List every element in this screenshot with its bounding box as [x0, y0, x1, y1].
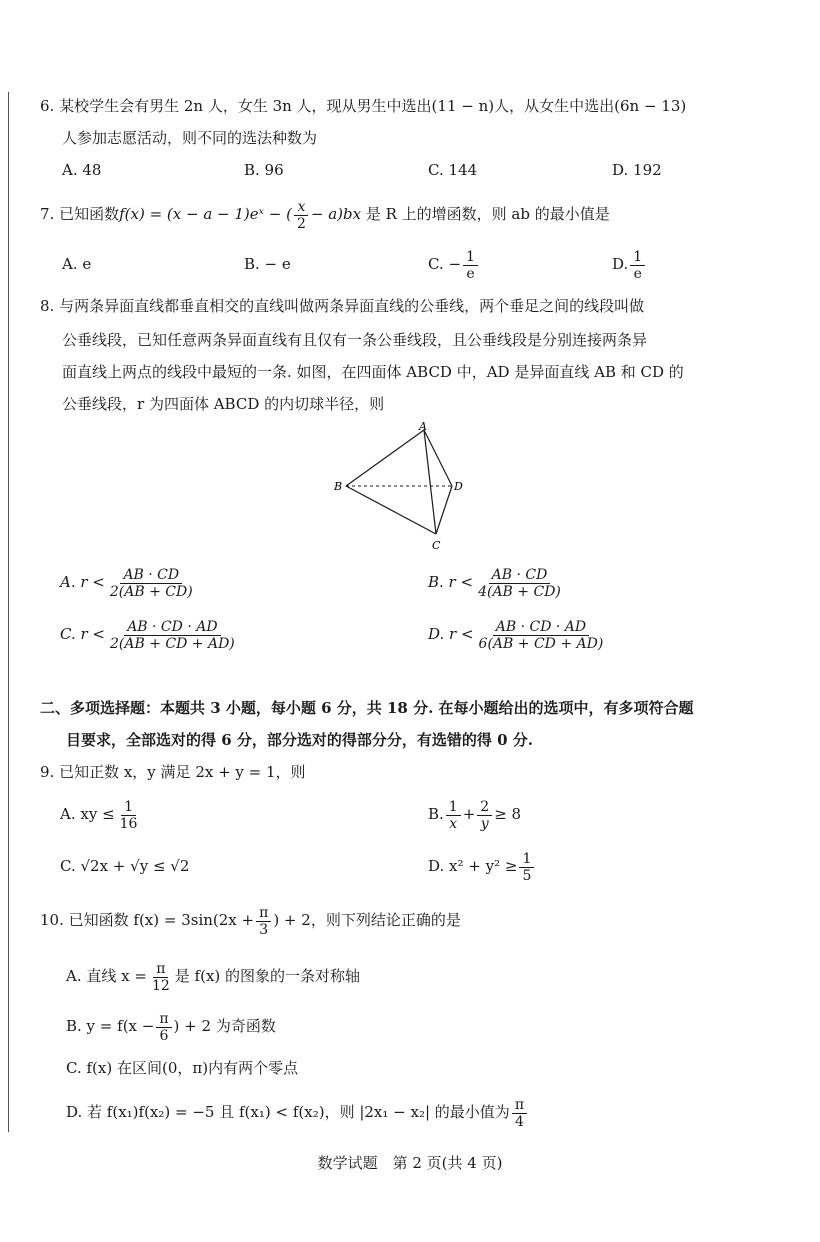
q8-option-a-label: A. r <: [60, 573, 105, 591]
q7-frac-num: x: [294, 199, 308, 216]
q9-option-d-label: D. x² + y² ≥: [428, 857, 518, 875]
q8-option-c: [60, 614, 240, 654]
q8-option-b-fraction: [475, 567, 564, 600]
q9-b-den2: y: [480, 815, 489, 832]
q7-formula-end: − a)bx: [310, 205, 362, 223]
q10-option-b-fraction: [156, 1011, 171, 1044]
q8-option-a-fraction: [107, 567, 196, 600]
q8-option-d-fraction: [476, 619, 607, 652]
q10-a-den: 12: [151, 977, 170, 994]
section2-heading-line1: 二、多项选择题：本题共 3 小题，每小题 6 分，共 18 分. 在每小题给出的选项中，有多项符合题: [40, 699, 694, 717]
q9-a-num: 1: [121, 799, 136, 816]
vertex-d-label: D: [454, 480, 463, 493]
q8-option-d: [428, 614, 608, 654]
vertex-a-label: A: [419, 420, 427, 433]
q6-option-b: B. 96: [244, 161, 284, 179]
q8-a-num: AB · CD: [120, 567, 182, 584]
q10-option-c: C. f(x) 在区间(0，π)内有两个零点: [66, 1059, 299, 1077]
q10-option-d-fraction: [512, 1097, 527, 1130]
q9-option-a-label: A. xy ≤: [60, 805, 115, 823]
q6-stem-line1: 6. 某校学生会有男生 2n 人，女生 3n 人，现从男生中选出(11 − n)人，从女生中选出(6n − 13): [40, 97, 687, 115]
q7-option-d-label: D.: [612, 255, 629, 273]
q7-frac-den: 2: [296, 215, 306, 232]
q10-option-a-fraction: [149, 961, 173, 994]
q9-stem: 9. 已知正数 x，y 满足 2x + y = 1，则: [40, 763, 306, 781]
q8-b-num: AB · CD: [489, 567, 551, 584]
q7-option-c: [428, 244, 480, 284]
q8-option-a: [60, 562, 198, 602]
q8-c-den: 2(AB + CD + AD): [110, 635, 235, 652]
q8-stem-line1: 8. 与两条异面直线都垂直相交的直线叫做两条异面直线的公垂线，两个垂足之间的线段叫做: [40, 297, 645, 315]
q6-option-a: A. 48: [62, 161, 102, 179]
q7-stem: [40, 194, 610, 234]
vertex-c-label: C: [432, 539, 441, 552]
q10-stem: [40, 900, 461, 940]
edge-cd: [436, 486, 452, 534]
q10-stem-prefix: 10. 已知函数 f(x) = 3sin(2x +: [40, 911, 255, 929]
q10-option-b: [66, 1006, 276, 1046]
q10-a-num: π: [153, 961, 168, 978]
q9-option-d: [428, 846, 536, 886]
q7-d-den: e: [633, 265, 642, 282]
edge-ab: [346, 430, 424, 486]
q10-stem-num: π: [256, 905, 271, 922]
q10-option-b-tail: ) + 2 为奇函数: [173, 1017, 276, 1035]
q7-stem-suffix: 是 R 上的增函数，则 ab 的最小值是: [361, 205, 610, 223]
q7-option-c-label: C. −: [428, 255, 462, 273]
left-margin-line: [8, 92, 9, 1132]
q8-a-den: 2(AB + CD): [109, 583, 193, 600]
q6-option-c: C. 144: [428, 161, 478, 179]
q6-option-d: D. 192: [612, 161, 662, 179]
q9-b-num2: 2: [477, 799, 492, 816]
q9-b-fraction1: [446, 799, 461, 832]
q7-option-c-fraction: [463, 249, 478, 282]
q9-option-d-fraction: [519, 851, 534, 884]
q7-c-den: e: [466, 265, 475, 282]
q10-d-den: 4: [514, 1113, 524, 1130]
q8-d-den: 6(AB + CD + AD): [478, 635, 604, 652]
edge-bc: [346, 486, 436, 534]
section2-heading-line2: 目要求，全部选对的得 6 分，部分选对的得部分分，有选错的得 0 分.: [66, 731, 533, 749]
q9-b-fraction2: [477, 799, 492, 832]
q10-stem-suffix: ) + 2，则下列结论正确的是: [273, 911, 461, 929]
q7-c-num: 1: [463, 249, 478, 266]
q8-stem-line3: 面直线上两点的线段中最短的一条. 如图，在四面体 ABCD 中，AD 是异面直线 AB 和 CD 的: [62, 363, 684, 381]
q10-option-d-label: D. 若 f(x₁)f(x₂) = −5 且 f(x₁) < f(x₂)，则 |2x₁ − x₂| 的最小值为: [66, 1103, 510, 1121]
q9-a-den: 16: [119, 815, 138, 832]
q7-d-num: 1: [630, 249, 645, 266]
q8-d-num: AB · CD · AD: [493, 619, 589, 636]
q9-option-b-label: B.: [428, 805, 444, 823]
q9-b-tail: ≥ 8: [494, 805, 522, 823]
q10-option-a: [66, 956, 360, 996]
q7-option-d: [612, 244, 647, 284]
q6-stem-line2: 人参加志愿活动，则不同的选法种数为: [62, 129, 318, 147]
q9-b-plus: +: [462, 805, 476, 823]
q7-option-b: B. − e: [244, 255, 291, 273]
q8-stem-line4: 公垂线段，r 为四面体 ABCD 的内切球半径，则: [62, 395, 385, 413]
vertex-b-label: B: [334, 480, 343, 493]
q9-option-a-fraction: [117, 799, 141, 832]
q9-option-b: [428, 794, 521, 834]
q7-fraction: [294, 199, 309, 232]
q9-d-num: 1: [519, 851, 534, 868]
q7-formula: f(x) = (x − a − 1)eˣ − (: [119, 205, 292, 223]
q8-c-num: AB · CD · AD: [124, 619, 220, 636]
q8-option-b-label: B. r <: [428, 573, 474, 591]
q10-stem-den: 3: [259, 921, 269, 938]
q8-stem-line2: 公垂线段，已知任意两条异面直线有且仅有一条公垂线段，且公垂线段是分别连接两条异: [62, 331, 648, 349]
q8-option-c-label: C. r <: [60, 625, 105, 643]
page-footer: 数学试题 第 2 页(共 4 页): [317, 1154, 503, 1172]
tetrahedron-figure: [330, 418, 480, 556]
q10-b-num: π: [156, 1011, 171, 1028]
q8-option-d-label: D. r <: [428, 625, 474, 643]
q9-d-den: 5: [522, 867, 532, 884]
q8-option-c-fraction: [107, 619, 238, 652]
q10-b-den: 6: [159, 1027, 169, 1044]
q8-b-den: 4(AB + CD): [478, 583, 561, 600]
q10-option-a-tail: 是 f(x) 的图象的一条对称轴: [174, 967, 361, 985]
q9-b-num1: 1: [446, 799, 461, 816]
q7-option-d-fraction: [630, 249, 645, 282]
q10-d-num: π: [512, 1097, 527, 1114]
q10-option-a-label: A. 直线 x =: [66, 967, 147, 985]
q10-option-b-label: B. y = f(x −: [66, 1017, 155, 1035]
q9-option-a: [60, 794, 142, 834]
q10-stem-fraction: [256, 905, 271, 938]
q9-option-c: C. √2x + √y ≤ √2: [60, 857, 190, 875]
q8-option-b: [428, 562, 566, 602]
edge-ad: [424, 430, 452, 486]
q7-stem-prefix: 7. 已知函数: [40, 205, 120, 223]
q9-b-den1: x: [449, 815, 458, 832]
q10-option-d: [66, 1092, 529, 1132]
q7-option-a: A. e: [62, 255, 92, 273]
edge-ac: [424, 430, 436, 534]
